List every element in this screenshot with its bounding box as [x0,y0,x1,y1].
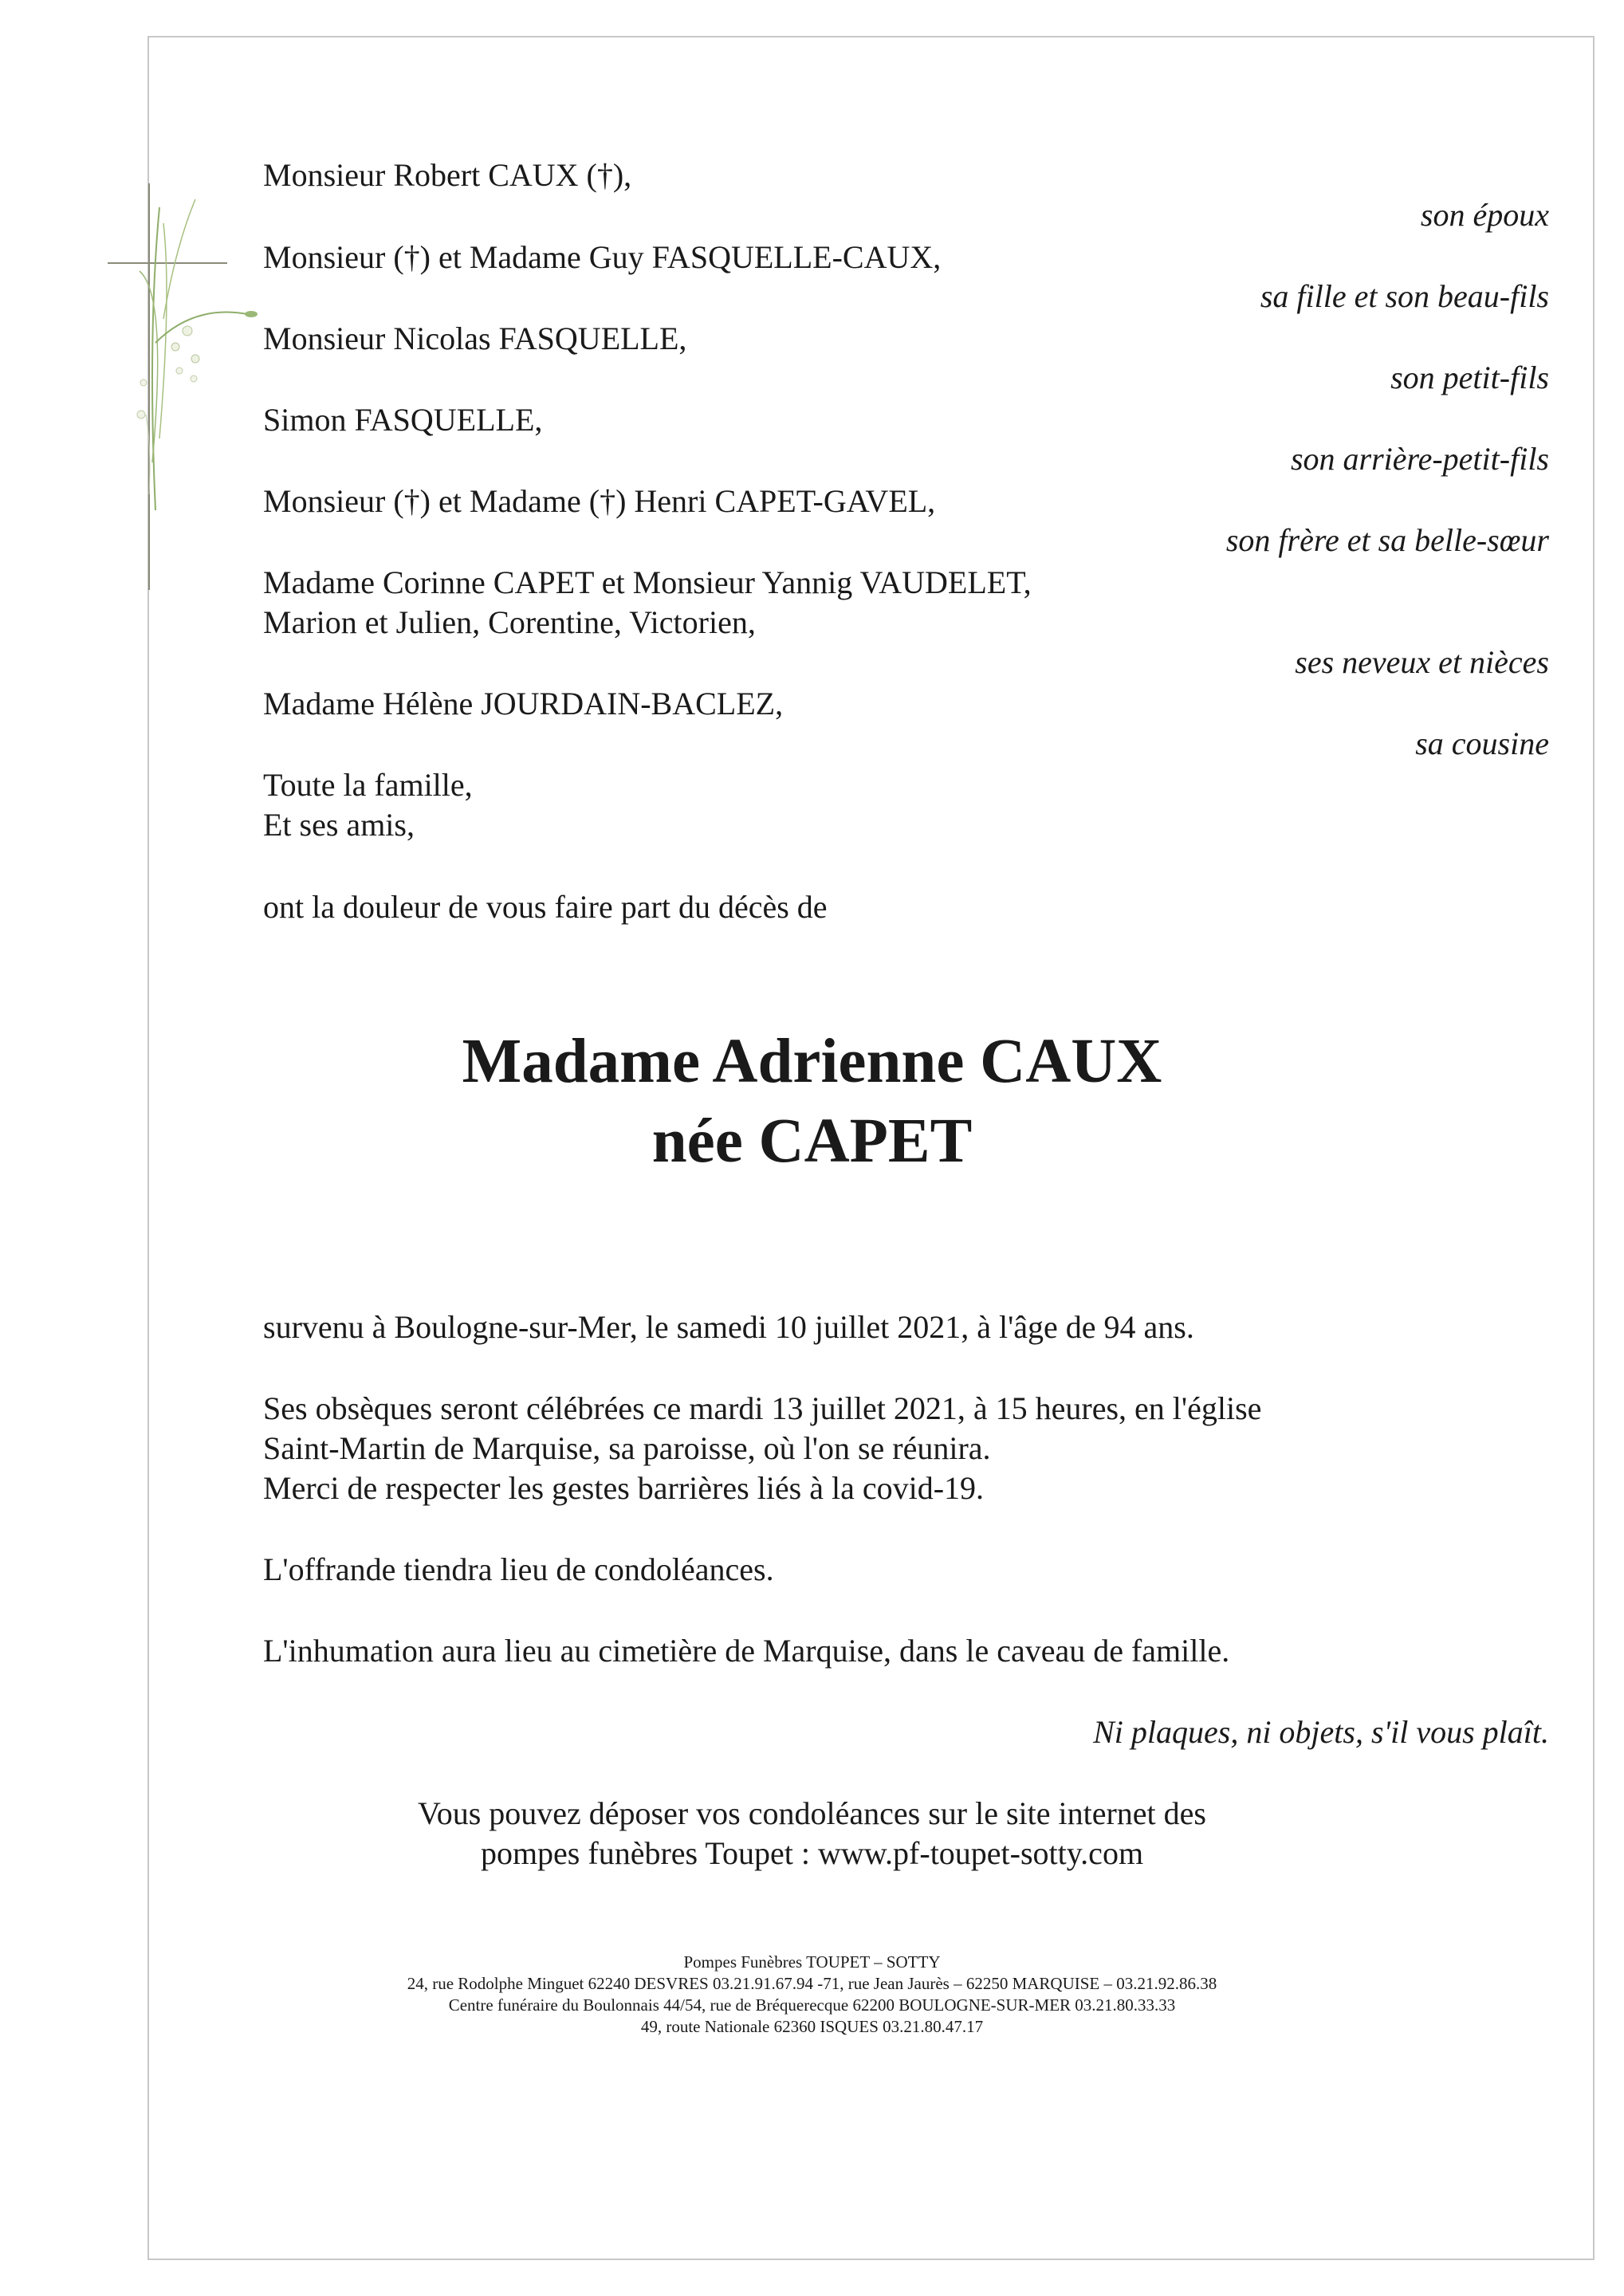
deces-details: survenu à Boulogne-sur-Mer, le samedi 10 juillet 2021, à l'âge de 94 ans. [263,1309,1194,1345]
relation-petit-fils: son petit-fils [1390,360,1549,395]
offrande: L'offrande tiendra lieu de condoléances. [263,1551,774,1587]
plaques-note: Ni plaques, ni objets, s'il vous plaît. [1093,1714,1549,1750]
family-children: Marion et Julien, Corentine, Victorien, [263,604,756,640]
deceased-birth-name: née CAPET [651,1107,973,1176]
relation-frere: son frère et sa belle-sœur [1225,522,1549,558]
cross-with-lily-icon [100,175,291,598]
obseques-line-2: Saint-Martin de Marquise, sa paroisse, où l'on se réunira. [263,1430,991,1466]
condoleances-line-1: Vous pouvez déposer vos condoléances sur le site internet des [417,1795,1206,1831]
footer-addresses: 24, rue Rodolphe Minguet 62240 DESVRES 03.21.91.67.94 -71, rue Jean Jaurès – 62250 MARQUISE – 03.21.92.86.38 [407,1974,1217,1993]
family-simon: Simon FASQUELLE, [263,402,543,438]
family-henri: Monsieur (†) et Madame (†) Henri CAPET-GAVEL, [263,483,936,519]
footer-isques: 49, route Nationale 62360 ISQUES 03.21.80.47.17 [640,2017,984,2036]
relation-arriere-petit-fils: son arrière-petit-fils [1290,441,1549,477]
relation-cousine: sa cousine [1415,725,1549,761]
family-nicolas: Monsieur Nicolas FASQUELLE, [263,320,687,356]
obseques-line-1: Ses obsèques seront célébrées ce mardi 13 juillet 2021, à 15 heures, en l'église [263,1390,1262,1426]
footer-company: Pompes Funèbres TOUPET – SOTTY [683,1952,941,1972]
family-amis: Et ses amis, [263,807,415,843]
deceased-name: Madame Adrienne CAUX [462,1027,1162,1096]
condoleances-line-2: pompes funèbres Toupet : www.pf-toupet-sotty.com [480,1835,1144,1871]
footer-centre: Centre funéraire du Boulonnais 44/54, rue de Bréquerecque 62200 BOULOGNE-SUR-MER 03.21.80.33.33 [448,1995,1176,2015]
inhumation: L'inhumation aura lieu au cimetière de Marquise, dans le caveau de famille. [263,1633,1230,1669]
relation-epoux: son époux [1420,197,1549,233]
family-helene: Madame Hélène JOURDAIN-BACLEZ, [263,686,784,721]
announcement: ont la douleur de vous faire part du décès de [263,889,828,925]
family-guy: Monsieur (†) et Madame Guy FASQUELLE-CAUX, [263,239,942,275]
relation-neveux: ses neveux et nièces [1295,644,1549,680]
family-famille: Toute la famille, [263,767,473,803]
obseques-line-3: Merci de respecter les gestes barrières liés à la covid-19. [263,1470,985,1506]
family-corinne: Madame Corinne CAPET et Monsieur Yannig VAUDELET, [263,564,1032,600]
family-robert: Monsieur Robert CAUX (†), [263,157,632,193]
relation-fille: sa fille et son beau-fils [1260,278,1549,314]
